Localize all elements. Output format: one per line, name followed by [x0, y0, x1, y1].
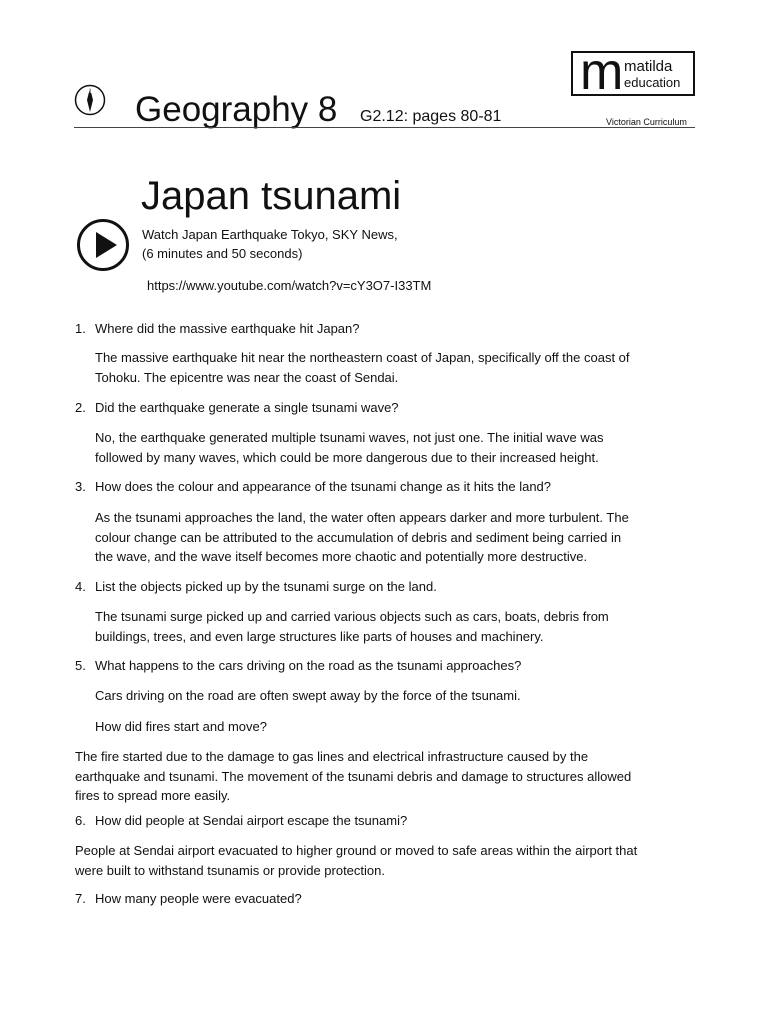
answer-text [95, 508, 629, 567]
question-text: What happens to the cars driving on the road as the tsunami approaches? [95, 658, 522, 673]
question-number: 6. [75, 813, 86, 828]
question-number: 3. [75, 479, 86, 494]
video-description [142, 225, 398, 263]
publisher-logo-line1: matilda [624, 58, 673, 75]
question-text: List the objects picked up by the tsunami surge on the land. [95, 579, 437, 594]
question-number: 2. [75, 400, 86, 415]
subject-title: Geography 8 [135, 90, 338, 129]
answer-text [95, 607, 609, 646]
question-number: 7. [75, 891, 86, 906]
svg-text:N: N [88, 89, 92, 95]
answer-line: colour change can be attributed to the accumulation of debris and sediment being carried in [95, 529, 622, 545]
curriculum-label: Victorian Curriculum [606, 117, 687, 127]
answer-line: The fire started due to the damage to gas lines and electrical infrastructure caused by the [75, 749, 589, 764]
publisher-logo-line2: education [624, 75, 681, 90]
question-text: Did the earthquake generate a single tsunami wave? [95, 400, 399, 415]
question-text: Where did the massive earthquake hit Japan? [95, 321, 360, 336]
answer-line: followed by many waves, which could be more dangerous due to their increased height. [95, 449, 599, 465]
question-number: 5. [75, 658, 86, 673]
video-description-line2: (6 minutes and 50 seconds) [142, 246, 303, 261]
publisher-logo-mark: m [580, 43, 624, 101]
answer-text [95, 686, 521, 706]
question-text: How many people were evacuated? [95, 891, 302, 906]
sub-question-text: How did fires start and move? [95, 719, 267, 734]
question-text: How does the colour and appearance of the tsunami change as it hits the land? [95, 479, 552, 494]
header-divider [74, 127, 695, 128]
answer-line: Tohoku. The epicentre was near the coast of Sendai. [95, 369, 399, 385]
compass-icon [74, 84, 106, 116]
answer-line: fires to spread more easily. [75, 788, 231, 803]
answer-line: the wave, and the wave itself becomes more chaotic and potentially more destructive. [95, 549, 588, 564]
sub-answer-text [75, 747, 631, 806]
answer-line: People at Sendai airport evacuated to higher ground or moved to safe areas within the airport that [75, 843, 638, 858]
page-title: Japan tsunami [141, 174, 402, 218]
question-number: 1. [75, 321, 86, 336]
page-reference: G2.12: pages 80-81 [360, 108, 502, 125]
video-description-line1: Watch Japan Earthquake Tokyo, SKY News, [142, 227, 398, 242]
answer-text [95, 428, 604, 467]
answer-line: The massive earthquake hit near the northeastern coast of Japan, specifically off the coast of [95, 350, 630, 365]
answer-text [95, 348, 630, 387]
answer-text [75, 841, 637, 880]
answer-line: No, the earthquake generated multiple tsunami waves, not just one. The initial wave was [95, 430, 604, 445]
video-link[interactable]: https://www.youtube.com/watch?v=cY3O7-I33TM [147, 278, 432, 293]
answer-line: The tsunami surge picked up and carried various objects such as cars, boats, debris from [95, 609, 609, 624]
answer-line: As the tsunami approaches the land, the water often appears darker and more turbulent. The [95, 510, 629, 525]
answer-line: were built to withstand tsunamis or provide protection. [75, 862, 385, 878]
question-text: How did people at Sendai airport escape the tsunami? [95, 813, 408, 828]
answer-line: buildings, trees, and even large structures like parts of houses and machinery. [95, 628, 544, 644]
play-icon[interactable] [76, 218, 130, 272]
answer-line: earthquake and tsunami. The movement of the tsunami debris and damage to structures allowed [75, 768, 632, 784]
question-number: 4. [75, 579, 86, 594]
answer-line: Cars driving on the road are often swept away by the force of the tsunami. [95, 688, 521, 703]
